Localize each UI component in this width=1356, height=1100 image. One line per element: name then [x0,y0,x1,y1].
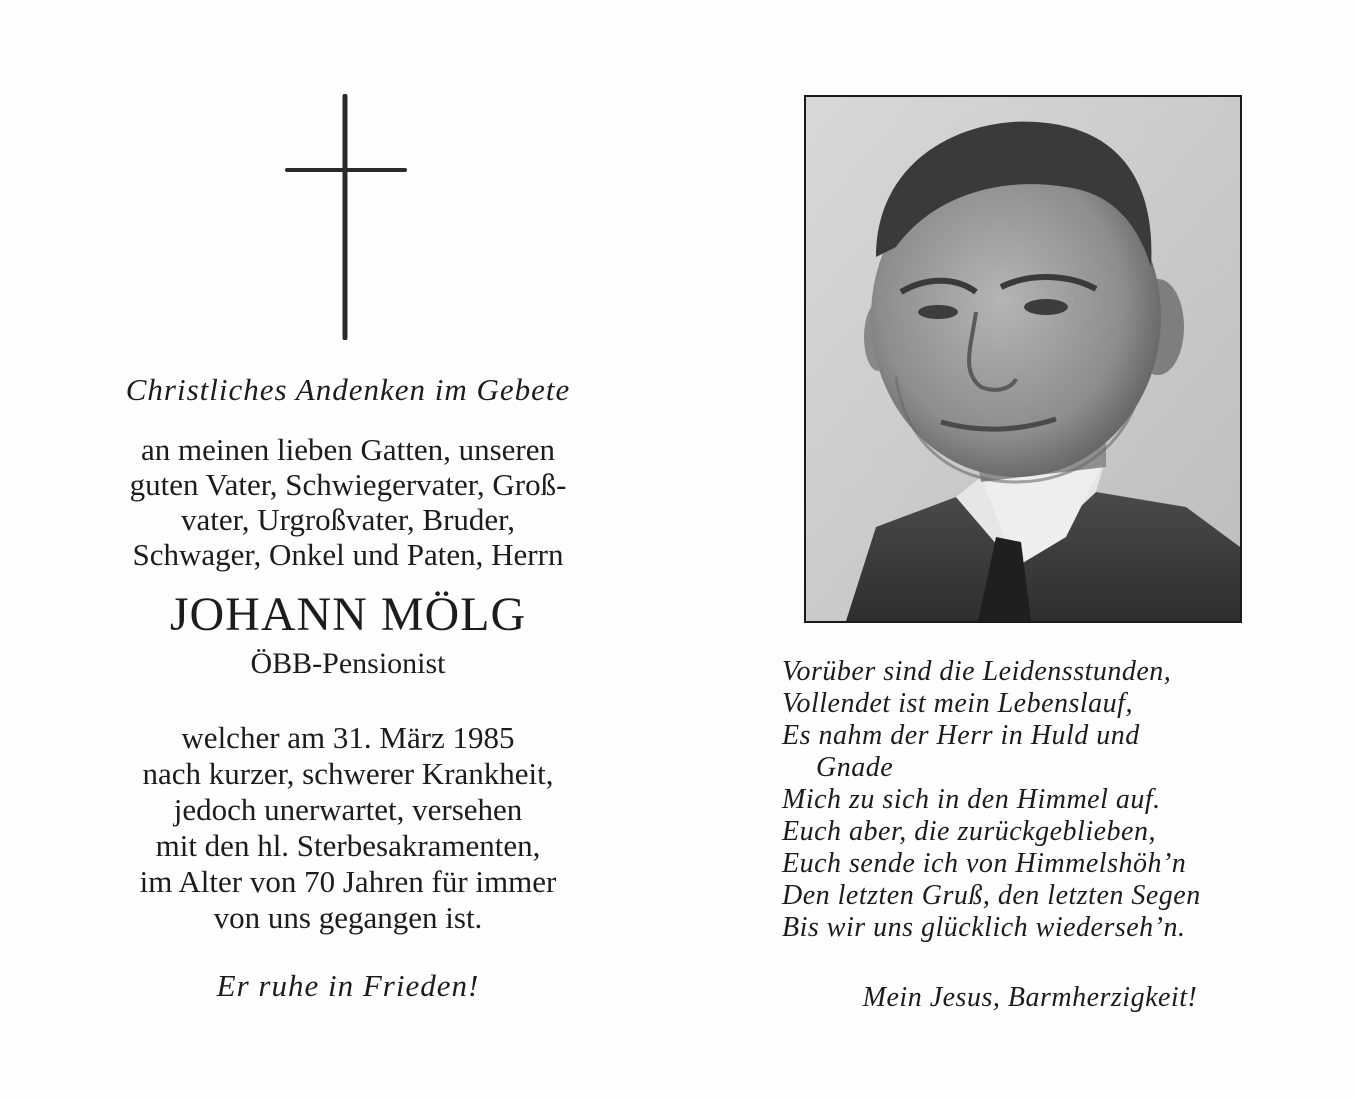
intro-line: vater, Urgroßvater, Bruder, [181,502,515,537]
portrait-photo [804,95,1242,623]
intro-line: Schwager, Onkel und Paten, Herrn [132,537,564,572]
intro-line: an meinen lieben Gatten, unseren [140,432,556,467]
dedication-column [70,368,626,1006]
death-line: im Alter von 70 Jahren für immer [139,864,557,899]
closing-prayer: Mein Jesus, Barmherzigkeit! [862,982,1198,1013]
death-line: welcher am 31. März 1985 [181,720,515,755]
death-line: mit den hl. Sterbesakramenten, [155,828,541,863]
poem [782,656,1302,944]
profession: ÖBB-Pensionist [250,647,446,680]
intro-text [70,432,626,572]
death-line: nach kurzer, schwerer Krankheit, [142,756,554,791]
card-heading: Christliches Andenken im Gebete [125,372,571,407]
poem-line: Euch sende ich von Himmelshöh’n [782,848,1187,879]
poem-line: Gnade [816,752,894,783]
rest-in-peace: Er ruhe in Frieden! [216,968,480,1003]
intro-line: guten Vater, Schwiegervater, Groß- [129,467,567,502]
cross-icon [284,94,408,340]
poem-line: Es nahm der Herr in Huld und [782,720,1140,751]
death-notice [70,720,626,936]
poem-line: Euch aber, die zurückgeblieben, [782,816,1156,847]
death-line: von uns gegangen ist. [213,900,483,935]
poem-line: Vorüber sind die Leidensstunden, [782,656,1172,687]
death-line: jedoch unerwartet, versehen [173,792,523,827]
poem-line: Vollendet ist mein Lebenslauf, [782,688,1133,719]
poem-line: Den letzten Gruß, den letzten Segen [782,880,1201,911]
deceased-name: JOHANN MÖLG [169,588,527,641]
portrait-illustration [806,97,1240,621]
poem-line: Mich zu sich in den Himmel auf. [782,784,1161,815]
poem-line: Bis wir uns glücklich wiederseh’n. [782,912,1186,943]
